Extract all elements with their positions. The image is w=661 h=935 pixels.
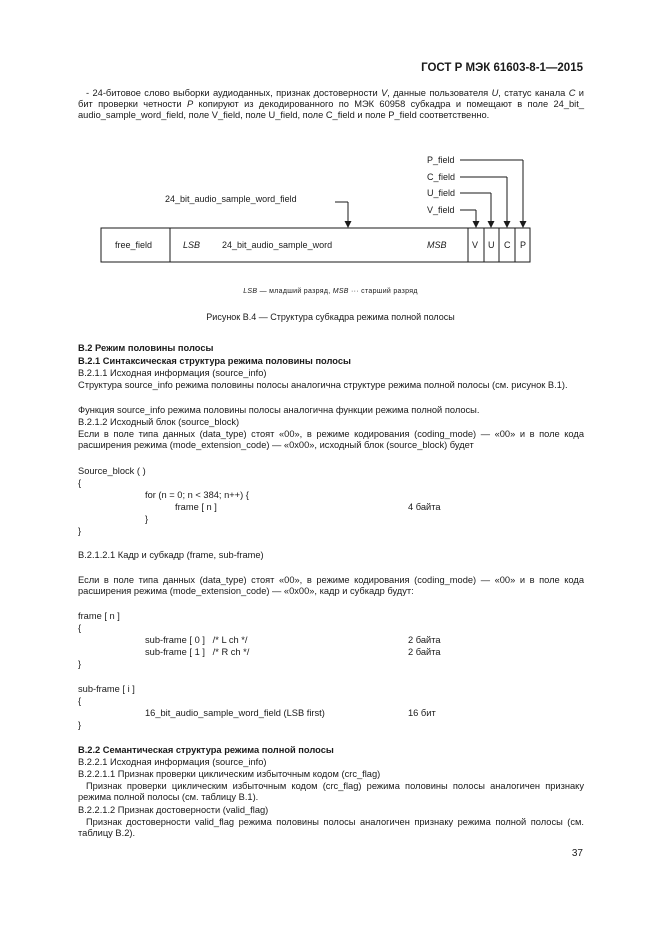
v-field-arrowhead: [473, 221, 480, 228]
figure-caption: Рисунок В.4 — Структура субкадра режима полной полосы: [206, 312, 455, 322]
code2-line1: frame [ n ]: [78, 611, 120, 621]
p-field-arrowhead: [520, 221, 527, 228]
label-v-field: V_field: [427, 205, 455, 215]
section-b22-title: В.2.2 Семантическая структура режима полной полосы: [78, 745, 334, 755]
section-b2-title: В.2 Режим половины полосы: [78, 343, 214, 353]
code1-frame-size: 4 байта: [408, 502, 441, 512]
section-b2121-text: Если в поле типа данных (data_type) стоят «00», в режиме кодирования (coding_mode) — «00» и в поле кода расширения режима (mode_extension_code) — «0x00», кадр и субкадр будут:: [78, 575, 584, 597]
section-b2121-title: В.2.1.2.1 Кадр и субкадр (frame, sub-frame): [78, 550, 264, 560]
section-b211-title: В.2.1.1 Исходная информация (source_info): [78, 368, 267, 378]
code2-subframe-0-size: 2 байта: [408, 635, 441, 645]
cell-free-field: free_field: [115, 240, 153, 250]
u-field-arrowhead: [488, 221, 495, 228]
code2-subframe-1-size: 2 байта: [408, 647, 441, 657]
code2-open-brace: {: [78, 623, 82, 633]
label-p-field: P_field: [427, 155, 455, 165]
label-c-field: C_field: [427, 172, 456, 182]
cell-p: P: [520, 240, 527, 250]
section-b212-title: В.2.1.2 Исходный блок (source_block): [78, 417, 240, 427]
section-b21-title: В.2.1 Синтаксическая структура режима половины полосы: [78, 356, 351, 366]
intro-paragraph: - 24-битовое слово выборки аудиоданных, признак достоверности V, данные пользователя U, статус канала C и бит проверки четности P копируют из декодированного по МЭК 60958 субкадра и помещают в поле 24_bit_ audio_sample_word_field, поле V_field, поле U_field, поле C_field и поле P_field соответственно.: [78, 88, 584, 121]
cell-word: 24_bit_audio_sample_word: [222, 240, 333, 250]
subframe-figure: [0, 0, 661, 300]
section-b2212-text: Признак достоверности valid_flag режима половины полосы аналогичен признаку режима полной полосы (см. таблицу В.2).: [78, 817, 584, 839]
c-field-arrowhead: [504, 221, 511, 228]
code1-open-brace: {: [78, 478, 82, 488]
cell-lsb: LSB: [183, 240, 201, 250]
section-b2212-title: В.2.2.1.2 Признак достоверности (valid_flag): [78, 805, 269, 815]
section-b212-text: Если в поле типа данных (data_type) стоят «00», в режиме кодирования (coding_mode) — «00» и в поле кода расширения режима (mode_extension_code) — «0x00», исходный блок (source_block) будет: [78, 429, 584, 451]
code1-close-brace: }: [78, 526, 82, 536]
section-b211-text: Структура source_info режима половины полосы аналогична структуре режима полной полосы (см. рисунок В.1).: [78, 380, 568, 390]
code2-close-brace: }: [78, 659, 82, 669]
code3-line1: sub-frame [ i ]: [78, 684, 135, 694]
cell-c: C: [504, 240, 511, 250]
cell-u: U: [488, 240, 495, 250]
code3-sample-field: 16_bit_audio_sample_word_field (LSB first): [145, 708, 325, 718]
code3-close-brace: }: [78, 720, 82, 730]
page-number: 37: [571, 848, 583, 859]
section-b2211-title: В.2.2.1.1 Признак проверки циклическим избыточным кодом (crc_flag): [78, 769, 381, 779]
section-b221-title: В.2.2.1 Исходная информация (source_info): [78, 757, 267, 767]
section-b211-text2: Функция source_info режима половины полосы аналогична функции режима полной полосы.: [78, 405, 480, 415]
cell-v: V: [472, 240, 479, 250]
section-b2211-text: Признак проверки циклическим избыточным кодом (crc_flag) режима половины полосы аналогичен признаку режима полной полосы (см. таблицу В.1).: [78, 781, 584, 803]
code3-open-brace: {: [78, 696, 82, 706]
code1-for-loop: for (n = 0; n < 384; n++) {: [145, 490, 249, 500]
label-word-field: 24_bit_audio_sample_word_field: [165, 194, 297, 204]
document-header: ГОСТ Р МЭК 61603-8-1—2015: [421, 62, 583, 74]
cell-msb: MSB: [427, 240, 447, 250]
code1-inner-close: }: [145, 514, 149, 524]
word-field-arrowhead: [345, 221, 352, 228]
code1-line1: Source_block ( ): [78, 466, 146, 476]
code1-frame: frame [ n ]: [175, 502, 217, 512]
code2-subframe-1: sub-frame [ 1 ] /* R ch */: [145, 647, 250, 657]
label-u-field: U_field: [427, 188, 456, 198]
code2-subframe-0: sub-frame [ 0 ] /* L ch */: [145, 635, 248, 645]
code3-sample-field-size: 16 бит: [408, 708, 436, 718]
figure-legend: LSB — младший разряд, MSB ··· старший разряд: [243, 288, 418, 295]
